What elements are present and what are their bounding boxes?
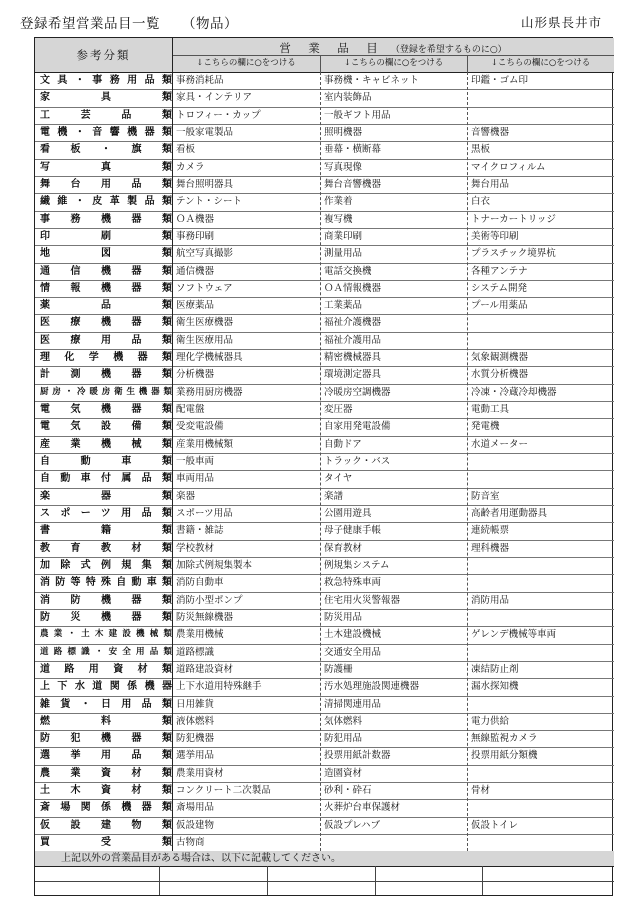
item-cell[interactable]: 黒板 [471,144,491,156]
item-cell[interactable] [467,470,614,487]
title-main: 登録希望営業品目一覧 [20,16,160,32]
category-cell [35,782,172,799]
item-cell[interactable]: 気象観測機器 [471,352,529,364]
item-cell[interactable]: 日用雑貨 [176,698,215,710]
item-cell[interactable]: 防音室 [471,490,500,502]
item-cell[interactable]: 室内装飾品 [324,92,372,104]
category-cell [35,176,172,193]
category-cell [35,384,172,401]
item-cell[interactable]: 電動工具 [471,404,510,416]
item-cell[interactable]: 清掃関連用品 [324,698,382,710]
category-label: 看板・旗類 [40,144,172,156]
blank-row-line [35,881,614,882]
item-cell[interactable]: 骨材 [471,785,491,797]
item-cell[interactable]: 防護柵 [324,663,353,675]
item-cell[interactable]: 舞台照明器具 [176,178,234,190]
blank-entry-cell[interactable] [159,881,267,895]
item-cell[interactable]: 発電機 [471,421,500,433]
category-label: 電気機器類 [40,404,172,416]
category-cell [35,245,172,262]
item-cell[interactable]: 理化学機械器具 [176,352,243,364]
item-cell[interactable]: 救急特殊車両 [324,577,382,589]
item-cell[interactable]: 液体燃料 [176,715,215,727]
item-cell[interactable]: 砂利・砕石 [324,785,372,797]
item-cell[interactable]: 水道メーター [471,438,529,450]
header-divider [172,55,614,56]
item-cell[interactable]: 公園用遊具 [324,508,372,519]
category-cell [35,159,172,176]
category-cell [35,263,172,280]
category-cell [35,626,172,643]
item-cell[interactable]: 例規集システム [324,559,390,571]
category-cell [35,366,172,383]
column-hint-3: ↓こちらの欄に○をつける [467,55,614,72]
item-cell[interactable]: 舞台用品 [471,178,510,190]
blank-entry-cell[interactable] [267,881,375,895]
category-label: 選挙用品類 [40,750,172,762]
category-label: 農業資材類 [40,767,172,779]
item-cell[interactable]: 連続帳票 [471,525,510,537]
category-label: 工芸品類 [40,109,172,121]
category-label: 防犯機器類 [40,733,172,745]
item-cell[interactable]: 照明機器 [324,126,363,138]
item-cell[interactable] [467,557,614,574]
item-cell[interactable]: 環境測定器具 [324,369,382,381]
category-label: 計測機器類 [40,369,172,381]
blank-entry-cell[interactable] [482,881,614,895]
item-cell[interactable]: 美術等印刷 [471,230,519,242]
category-label: 雑貨・日用品類 [40,698,172,710]
category-label: 舞台用品類 [40,178,172,190]
category-cell [35,141,172,158]
item-cell[interactable]: スポーツ用品 [176,508,233,519]
items-header-note: （登録を希望するものに○） [390,45,507,55]
item-cell[interactable]: コンクリート二次製品 [176,785,271,797]
header-col-divider [320,55,321,72]
blank-entry-cell[interactable] [375,881,482,895]
item-cell[interactable]: 仮設トイレ [471,819,519,831]
item-cell[interactable]: 航空写真撮影 [176,248,234,260]
category-label: 文具・事務用品類 [40,75,172,86]
item-cell[interactable]: 汚水処理施設関連機器 [324,681,420,693]
category-cell [35,574,172,591]
item-cell[interactable]: 変圧器 [324,404,353,416]
category-cell [35,72,172,89]
category-header: 参考分類 [35,38,172,72]
category-cell [35,799,172,816]
item-cell[interactable]: ゲレンデ機械等車両 [471,629,557,641]
item-cell[interactable]: 作業着 [324,196,353,208]
blank-entry-cell[interactable] [159,866,267,880]
item-cell[interactable]: 火葬炉台車保護材 [324,802,401,814]
item-cell[interactable]: 各種アンテナ [471,265,528,277]
items-header [172,38,614,55]
item-cell[interactable]: 農業用機械 [176,629,224,641]
item-cell[interactable]: 楽譜 [324,490,344,502]
item-cell[interactable]: 道路標識 [176,646,215,658]
item-cell[interactable]: 家具・インテリア [176,92,253,104]
item-cell[interactable]: トロフィー・カップ [176,109,261,121]
category-label: 通信機器類 [40,265,172,277]
category-cell [35,470,172,487]
item-cell[interactable]: 水質分析機器 [471,369,529,381]
category-cell [35,280,172,297]
category-label: 薬品類 [40,300,172,312]
item-cell[interactable]: 造園資材 [324,767,363,779]
item-cell[interactable] [467,609,614,626]
item-cell[interactable]: 土木建設機械 [324,629,382,641]
category-label: 産業機械類 [40,438,172,450]
item-cell[interactable] [467,314,614,331]
col-divider-category [172,38,173,851]
items-table [34,37,613,896]
item-cell[interactable]: 保育教材 [324,542,363,554]
item-cell[interactable]: 楽器 [176,490,196,502]
item-cell[interactable]: 書籍・雑誌 [176,525,224,537]
category-cell [35,592,172,609]
category-label: 道路用資材類 [40,663,172,675]
item-cell[interactable]: タイヤ [324,473,353,485]
item-cell[interactable]: 消防自動車 [176,577,224,589]
category-cell [35,696,172,713]
category-label: 加除式例規集類 [40,559,172,571]
item-cell[interactable]: 交通安全用品 [324,646,382,658]
category-label: 土木資材類 [40,785,172,797]
category-label: 燃料類 [40,715,172,727]
item-cell[interactable]: 選挙用品 [176,750,215,762]
item-cell[interactable]: 上下水道用特殊継手 [176,681,262,693]
item-cell[interactable] [467,834,614,851]
item-cell[interactable]: 冷凍・冷蔵冷却機器 [471,386,557,398]
item-cell[interactable]: 産業用機械類 [176,438,234,450]
blank-entry-cell[interactable] [375,866,482,880]
category-label: スポーツ用品類 [40,508,172,519]
item-cell[interactable]: 自家用発電設備 [324,421,391,433]
category-cell [35,332,172,349]
item-cell[interactable]: 消防用品 [471,594,510,606]
category-cell [35,124,172,141]
item-cell[interactable] [467,332,614,349]
item-cell[interactable]: ＯＡ情報機器 [324,282,382,294]
col-divider-dashed [320,72,321,851]
item-cell[interactable]: 漏水探知機 [471,681,519,693]
category-label: 上下水道関係機器 [40,681,172,693]
category-cell [35,193,172,210]
blank-col-divider [159,866,160,895]
items-header-title: 営 業 品 目 [279,41,381,55]
item-cell[interactable]: 商業印刷 [324,230,363,242]
item-cell[interactable]: 音響機器 [471,126,510,138]
item-cell[interactable]: ソフトウェア [176,282,233,294]
blank-entry-cell[interactable] [482,866,614,880]
category-label: 地図類 [40,248,172,260]
category-label: 電機・音響機器類 [40,126,172,138]
category-label: 仮設建物類 [40,819,172,831]
item-cell[interactable]: マイクロフィルム [471,161,546,173]
category-label: 自動車類 [40,456,172,468]
item-cell[interactable]: 仮設プレハブ [324,819,380,831]
category-cell [35,107,172,124]
category-cell [35,540,172,557]
category-cell [35,436,172,453]
category-label: 自動車付属品類 [40,473,172,485]
item-cell[interactable]: カメラ [176,161,205,173]
item-cell[interactable] [467,107,614,124]
blank-col-divider [267,866,268,895]
item-cell[interactable] [467,89,614,106]
item-cell[interactable]: 防災用品 [324,611,363,623]
category-label: 厨房・冷暖房衛生機器類 [40,386,172,397]
category-cell [35,401,172,418]
item-cell[interactable]: 投票用紙計数器 [324,750,391,762]
category-cell [35,730,172,747]
blank-entry-cell[interactable] [35,881,159,895]
category-cell [35,522,172,539]
item-cell[interactable]: 配電盤 [176,404,205,416]
category-cell [35,713,172,730]
item-cell[interactable] [320,834,467,851]
item-cell[interactable]: トナーカートリッジ [471,213,556,225]
item-cell[interactable]: 測量用品 [324,248,363,260]
item-cell[interactable]: 自動ドア [324,438,362,450]
category-cell [35,211,172,228]
item-cell[interactable] [467,765,614,782]
blank-col-divider [482,866,483,895]
item-cell[interactable]: 斎場用品 [176,802,215,814]
category-cell [35,817,172,834]
category-cell [35,678,172,695]
item-cell[interactable]: 事務機・キャビネット [324,75,420,86]
item-cell[interactable] [467,799,614,816]
item-cell[interactable]: 一般ギフト用品 [324,109,391,121]
item-cell[interactable]: 分析機器 [176,369,215,381]
item-cell[interactable]: 写真現像 [324,161,363,173]
item-cell[interactable]: 仮設建物 [176,819,215,831]
footer-note: 上記以外の営業品目がある場合は、以下に記載してください。 [35,851,614,866]
item-cell[interactable]: 垂幕・横断幕 [324,144,382,156]
item-cell[interactable]: 精密機械器具 [324,352,382,364]
category-label: 情報機器類 [40,282,172,294]
category-cell [35,314,172,331]
category-cell [35,349,172,366]
item-cell[interactable]: 気体燃料 [324,715,363,727]
category-cell [35,834,172,851]
city-name: 山形県長井市 [520,15,602,30]
item-cell[interactable]: 住宅用火災警報器 [324,594,401,606]
item-cell[interactable]: システム開発 [471,282,528,294]
item-cell[interactable]: 電力供給 [471,715,510,727]
title-subtitle: （物品） [182,16,238,32]
item-cell[interactable]: 複写機 [324,213,353,225]
category-label: 医療機器類 [40,317,172,329]
category-label: 事務機器類 [40,213,172,225]
category-label: 医療用品類 [40,334,172,346]
item-cell[interactable]: 白衣 [471,196,491,208]
category-cell [35,89,172,106]
item-cell[interactable]: プラスチック境界杭 [471,248,556,260]
category-label: 印刷類 [40,230,172,242]
item-cell[interactable]: テント・シート [176,196,243,208]
item-cell[interactable]: 学校教材 [176,542,215,554]
item-cell[interactable]: 一般家電製品 [176,126,234,138]
category-label: 書籍類 [40,525,172,537]
item-cell[interactable]: 理科機器 [471,542,510,554]
category-cell [35,418,172,435]
item-cell[interactable] [467,696,614,713]
item-cell[interactable]: 古物商 [176,837,205,849]
category-label: 消防機器類 [40,594,172,606]
item-cell[interactable]: 舞台音響機器 [324,178,382,190]
category-cell [35,557,172,574]
item-cell[interactable]: ＯＡ機器 [176,213,215,225]
category-cell [35,644,172,661]
item-cell[interactable]: 防犯機器 [176,733,215,745]
item-cell[interactable]: 一般車両 [176,456,215,468]
item-cell[interactable]: トラック・バス [324,456,391,468]
category-cell [35,765,172,782]
category-cell [35,505,172,522]
item-cell[interactable]: 通信機器 [176,265,215,277]
category-label: 家具類 [40,92,172,104]
item-cell[interactable]: 事務消耗品 [176,75,224,86]
category-label: 農業・土木建設機械類 [40,629,172,640]
category-cell [35,661,172,678]
category-cell [35,609,172,626]
item-cell[interactable]: 無線監視カメラ [471,733,538,745]
item-cell[interactable] [467,644,614,661]
category-cell [35,747,172,764]
item-cell[interactable]: 防災無線機器 [176,611,234,623]
item-cell[interactable]: 衛生医療用品 [176,334,234,346]
item-cell[interactable]: 印鑑・ゴム印 [471,75,529,86]
item-cell[interactable]: 福祉介護用品 [324,334,382,346]
header-col-divider [467,55,468,72]
category-label: 防災機器類 [40,611,172,623]
category-label: 教育教材類 [40,542,172,554]
category-label: 消防等特殊自動車類 [40,577,172,589]
item-cell[interactable]: 電話交換機 [324,265,372,277]
item-cell[interactable]: 防犯用品 [324,733,363,745]
item-cell[interactable]: 高齢者用運動器具 [471,508,548,519]
document-title [20,12,238,32]
blank-col-divider [375,866,376,895]
item-cell[interactable]: 受変電設備 [176,421,224,433]
category-label: 理化学機器類 [40,352,172,364]
item-cell[interactable]: 消防小型ポンプ [176,594,243,606]
item-cell[interactable]: 事務印刷 [176,230,215,242]
item-cell[interactable] [467,453,614,470]
item-cell[interactable]: 業務用厨房機器 [176,386,243,398]
category-label: 買受類 [40,837,172,849]
item-cell[interactable]: 工業薬品 [324,300,363,312]
item-cell[interactable]: 投票用紙分類機 [471,750,538,762]
item-cell[interactable] [467,574,614,591]
column-hint-1: ↓こちらの欄に○をつける [172,55,320,72]
category-label: 道路標識・安全用品類 [40,646,172,657]
item-cell[interactable]: 加除式例規集製本 [176,559,253,571]
category-cell [35,453,172,470]
blank-entry-cell[interactable] [267,866,375,880]
item-cell[interactable]: 冷暖房空調機器 [324,386,391,398]
category-cell [35,228,172,245]
item-cell[interactable]: 福祉介護機器 [324,317,382,329]
category-cell [35,297,172,314]
column-hint-2: ↓こちらの欄に○をつける [320,55,467,72]
item-cell[interactable]: 看板 [176,144,196,156]
item-cell[interactable]: プール用薬品 [471,300,528,312]
item-cell[interactable]: 母子健康手帳 [324,525,382,537]
blank-entry-cell[interactable] [35,866,159,880]
item-cell[interactable]: 凍結防止剤 [471,663,519,675]
item-cell[interactable]: 医療薬品 [176,300,215,312]
item-cell[interactable]: 農業用資材 [176,767,224,779]
category-label: 電気設備類 [40,421,172,433]
item-cell[interactable]: 車両用品 [176,473,215,485]
category-label: 写真類 [40,161,172,173]
category-cell [35,488,172,505]
col-divider-dashed [467,72,468,851]
category-label: 斎場関係機器類 [40,802,172,814]
category-label: 繊維・皮革製品類 [40,196,172,208]
item-cell[interactable]: 衛生医療機器 [176,317,234,329]
item-cell[interactable]: 道路建設資材 [176,663,234,675]
category-label: 楽器類 [40,490,172,502]
